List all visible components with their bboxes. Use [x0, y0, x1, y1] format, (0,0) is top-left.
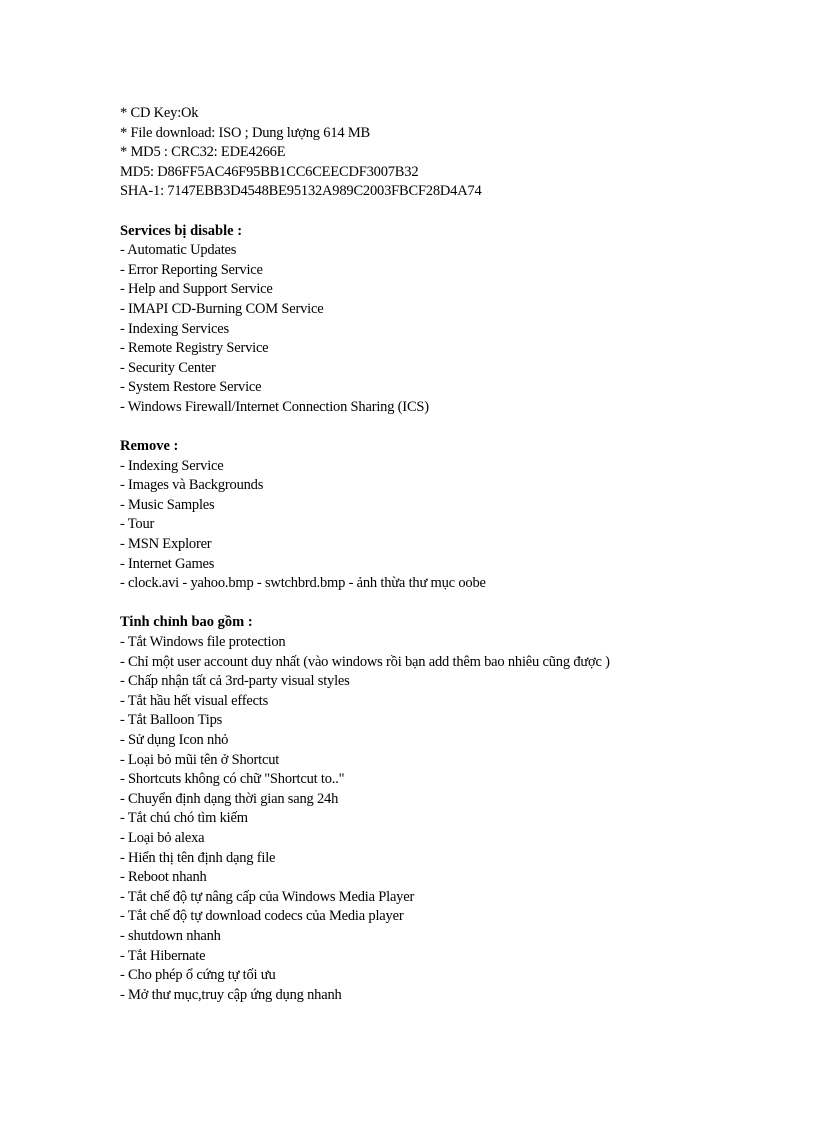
- list-item: - Automatic Updates: [120, 242, 237, 259]
- list-item: - Chấp nhận tất cả 3rd-party visual styles: [120, 673, 350, 690]
- list-item: - Hiển thị tên định dạng file: [120, 849, 276, 866]
- list-item: - Security Center: [120, 359, 216, 376]
- list-item: - Loại bỏ mũi tên ở Shortcut: [120, 751, 280, 768]
- list-item: - Tắt chế độ tự nâng cấp của Windows Media Player: [120, 888, 415, 905]
- md5-line: MD5: D86FF5AC46F95BB1CC6CEECDF3007B32: [120, 163, 419, 180]
- spacer: [120, 594, 760, 614]
- list-item: - Error Reporting Service: [120, 261, 263, 278]
- list-item: - IMAPI CD-Burning COM Service: [120, 300, 324, 317]
- list-item: - Indexing Service: [120, 457, 224, 474]
- services-list: [120, 241, 760, 417]
- list-item: - Tắt hầu hết visual effects: [120, 692, 269, 709]
- crc32-line: * MD5 : CRC32: EDE4266E: [120, 144, 286, 161]
- list-item: - Tắt chế độ tự download codecs của Media player: [120, 908, 404, 925]
- list-item: - Tắt Windows file protection: [120, 634, 286, 651]
- list-item: - Chỉ một user account duy nhất (vào windows rồi bạn add thêm bao nhiêu cũng được ): [120, 653, 610, 670]
- list-item: - clock.avi - yahoo.bmp - swtchbrd.bmp - ảnh thừa thư mục oobe: [120, 575, 486, 592]
- list-item: - Sử dụng Icon nhỏ: [120, 732, 229, 748]
- list-item: - shutdown nhanh: [120, 927, 221, 944]
- list-item: - Tour: [120, 516, 155, 533]
- list-item: - Shortcuts không có chữ "Shortcut to..": [120, 771, 345, 788]
- list-item: - Mở thư mục,truy cập ứng dụng nhanh: [120, 986, 342, 1003]
- spacer: [120, 202, 760, 222]
- list-item: - Reboot nhanh: [120, 869, 207, 886]
- list-item: - Windows Firewall/Internet Connection Sharing (ICS): [120, 398, 429, 415]
- tweaks-section: [120, 613, 760, 1005]
- list-item: - Remote Registry Service: [120, 340, 269, 357]
- list-item: - Help and Support Service: [120, 281, 273, 298]
- list-item: - System Restore Service: [120, 379, 262, 396]
- services-heading: Services bị disable :: [120, 222, 243, 239]
- remove-section: [120, 437, 760, 594]
- info-block: [120, 104, 760, 202]
- cd-key-line: * CD Key:Ok: [120, 105, 199, 121]
- list-item: - Chuyển định dạng thời gian sang 24h: [120, 790, 339, 807]
- tweaks-heading: Tinh chỉnh bao gồm :: [120, 614, 253, 631]
- remove-heading: Remove :: [120, 438, 179, 455]
- list-item: - Cho phép ổ cứng tự tối ưu: [120, 967, 276, 984]
- list-item: - Internet Games: [120, 555, 215, 572]
- sha1-line: SHA-1: 7147EBB3D4548BE95132A989C2003FBCF28D4A74: [120, 183, 482, 200]
- list-item: - Tắt chú chó tìm kiếm: [120, 810, 248, 827]
- list-item: - Music Samples: [120, 496, 215, 513]
- remove-list: [120, 457, 760, 594]
- list-item: - Tắt Balloon Tips: [120, 712, 223, 729]
- document-page: [120, 104, 760, 1005]
- list-item: - MSN Explorer: [120, 536, 212, 553]
- list-item: - Loại bỏ alexa: [120, 829, 205, 846]
- services-section: [120, 222, 760, 418]
- list-item: - Tắt Hibernate: [120, 947, 206, 964]
- list-item: - Indexing Services: [120, 320, 229, 337]
- tweaks-list: [120, 633, 760, 1005]
- spacer: [120, 418, 760, 438]
- list-item: - Images và Backgrounds: [120, 477, 264, 494]
- file-download-line: * File download: ISO ; Dung lượng 614 MB: [120, 124, 371, 141]
